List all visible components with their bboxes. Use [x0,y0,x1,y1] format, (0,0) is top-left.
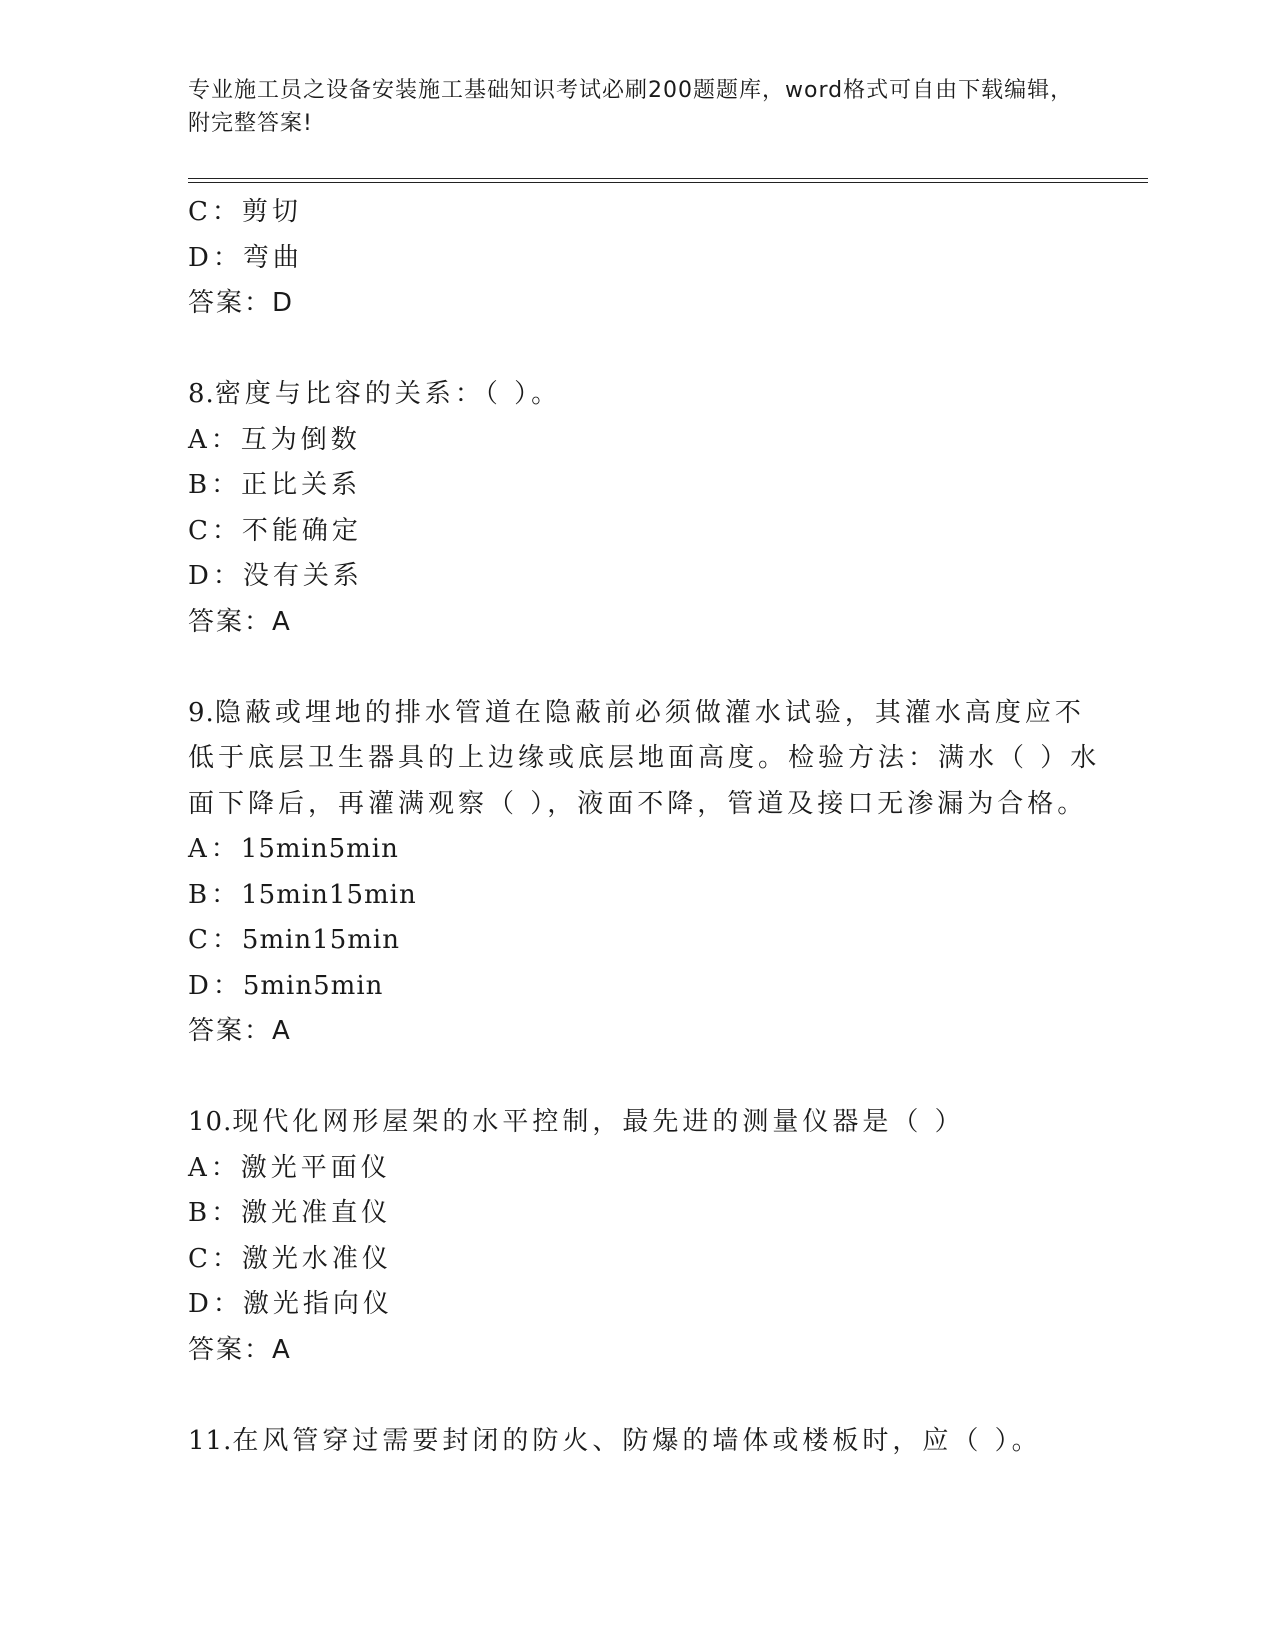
q8-stem [188,372,1088,418]
q9-stem-line-2: 低于底层卫生器具的上边缘或底层地面高度。检验方法：满水（ ）水 [188,743,1101,773]
option-text: 正比关系 [241,470,362,500]
option-text: 激光指向仪 [242,1289,393,1319]
q7-answer: 答案：D [188,288,295,318]
question-text: 在风管穿过需要封闭的防火、防爆的墙体或楼板时，应（ ）。 [232,1425,1042,1456]
option-text: 15min5min [240,834,399,864]
document-header [188,74,1088,140]
q9-option-b [188,873,1088,919]
option-text: 5min5min [242,970,384,1001]
option-letter: A： [188,834,241,864]
option-letter: A： [188,424,241,455]
document-body [188,190,1101,1464]
option-letter: B： [188,1198,242,1228]
q8-option-d [188,554,1088,600]
option-text: 弯曲 [242,242,303,273]
spacer [188,1055,1088,1101]
option-text: 剪切 [241,197,302,227]
question-text: 隐蔽或埋地的排水管道在隐蔽前必须做灌水试验，其灌水高度应不 [214,697,1085,728]
option-letter: D： [188,561,243,591]
q8-answer: 答案：A [188,606,292,637]
option-letter: D： [188,1289,243,1319]
q10-option-d [188,1282,1088,1328]
question-number: 9. [188,697,215,728]
option-letter: D： [188,970,243,1001]
option-text: 没有关系 [242,561,363,591]
question-text: 密度与比容的关系：（ ）。 [214,379,562,409]
q9-stem-line-1 [188,691,1088,737]
spacer [188,1373,1088,1419]
q9-option-a [188,827,1088,873]
option-text: 激光准直仪 [241,1198,392,1228]
spacer [188,327,1088,373]
q8-option-c [188,509,1088,555]
q9-option-d [188,964,1088,1010]
q10-option-b [188,1191,1088,1237]
q9-answer: 答案：A [188,1016,292,1046]
q9-stem-line-3: 面下降后，再灌满观察（ ），液面不降，管道及接口无渗漏为合格。 [188,788,1088,819]
q10-stem [188,1100,1088,1146]
option-letter: C： [188,1243,242,1274]
q10-option-c [188,1237,1088,1283]
header-divider-top [188,178,1148,179]
spacer [188,645,1088,691]
question-number: 8. [188,379,215,409]
option-letter: B： [188,470,242,500]
q7-option-d [188,236,1088,282]
q9-option-c [188,918,1088,964]
q7-option-c [188,190,1088,236]
option-text: 激光水准仪 [241,1243,392,1274]
option-letter: D： [188,242,243,273]
option-letter: C： [188,515,242,546]
q8-option-b [188,463,1088,509]
option-text: 5min15min [241,925,400,955]
header-divider-bottom [188,182,1148,183]
question-text: 现代化网形屋架的水平控制，最先进的测量仪器是（ ） [232,1107,965,1137]
option-letter: C： [188,925,242,955]
q8-option-a [188,418,1088,464]
q10-option-a [188,1146,1088,1192]
option-text: 互为倒数 [240,424,361,455]
question-number: 11. [188,1425,233,1456]
option-text: 15min15min [241,879,417,910]
q11-stem [188,1419,1088,1465]
question-number: 10. [188,1107,233,1137]
option-letter: A： [188,1152,241,1183]
q10-answer: 答案：A [188,1334,292,1365]
option-text: 激光平面仪 [240,1152,391,1183]
option-text: 不能确定 [241,515,362,546]
option-letter: C： [188,197,242,227]
option-letter: B： [188,879,242,910]
header-title: 专业施工员之设备安装施工基础知识考试必刷200题题库，word格式可自由下载编辑，附完整答案! [188,78,1074,136]
